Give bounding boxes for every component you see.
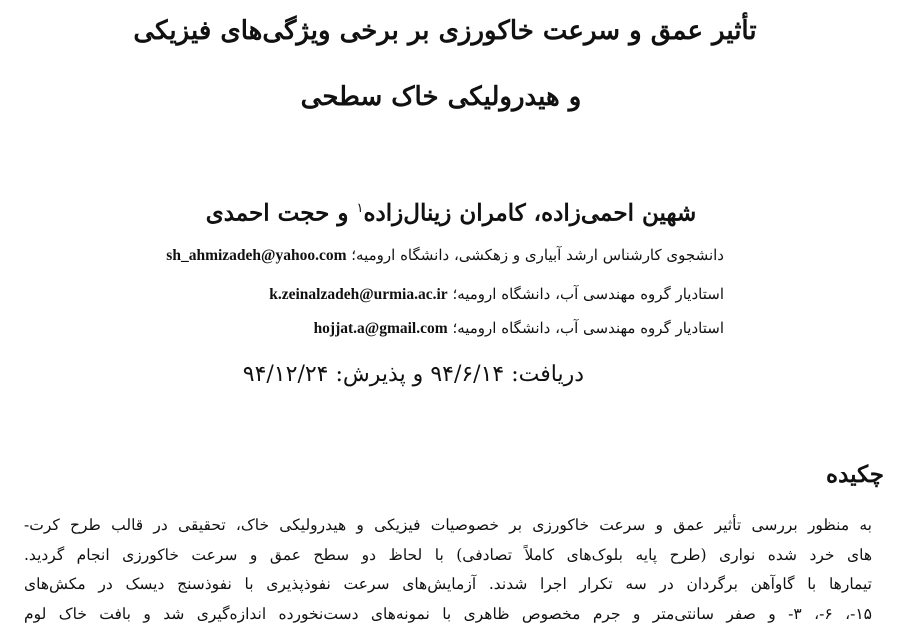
paper-title-line-1: تأثیر عمق و سرعت خاکورزی بر برخی ویژگی‌های فیزیکی [133,16,757,46]
author-list [0,194,902,229]
abstract-body [24,511,872,629]
abstract-line: به منظور بررسی تأثیر عمق و سرعت خاکورزی بر خصوصیات فیزیکی و هیدرولیکی خاک، تحقیقی در قالب طرح کرت- [24,516,872,534]
abstract-line: تیمارها با گاوآهن برگردان در سه تکرار اجرا شدند. آزمایش‌های سرعت نفوذپذیری با نفوذسنج دیسک در مکش‌های [24,575,872,593]
abstract-line: ۱۵-، ۶-، ۳- و صفر سانتی‌متر و جرم مخصوص ظاهری با نمونه‌های دست‌نخورده اندازه‌گیری شد و بافت خاک لوم [24,604,872,623]
affiliation-text: استادیار گروه مهندسی آب، دانشگاه ارومیه؛ [452,285,724,303]
affiliation-email[interactable]: k.zeinalzadeh@urmia.ac.ir [269,286,448,303]
author-names-rest: و حجت احمدی [205,199,349,227]
affiliation-1 [166,245,724,266]
abstract-line: های خرد شده نواری (طرح پایه بلوک‌های کاملاً تصادفی) با لحاظ دو سطح عمق و سرعت خاکورزی انجام گردید. [24,545,872,564]
received-accepted-dates: دریافت: ۹۴/۶/۱۴ و پذیرش: ۹۴/۱۲/۲۴ [242,362,584,387]
paper-title-line-2: و هیدرولیکی خاک سطحی [300,82,582,112]
affiliation-text: استادیار گروه مهندسی آب، دانشگاه ارومیه؛ [452,319,724,337]
abstract-heading: چکیده [826,461,884,488]
affiliation-2 [269,284,724,305]
affiliation-email[interactable]: sh_ahmizadeh@yahoo.com [166,247,347,264]
affiliation-text: دانشجوی کارشناس ارشد آبیاری و زهکشی، دانشگاه ارومیه؛ [351,246,724,264]
affiliation-email[interactable]: hojjat.a@gmail.com [313,320,448,337]
affiliation-3 [314,318,724,339]
author-names: شهین احمی‌زاده، کامران زینال‌زاده [363,199,697,227]
author-footnote-mark: ۱ [356,201,364,216]
